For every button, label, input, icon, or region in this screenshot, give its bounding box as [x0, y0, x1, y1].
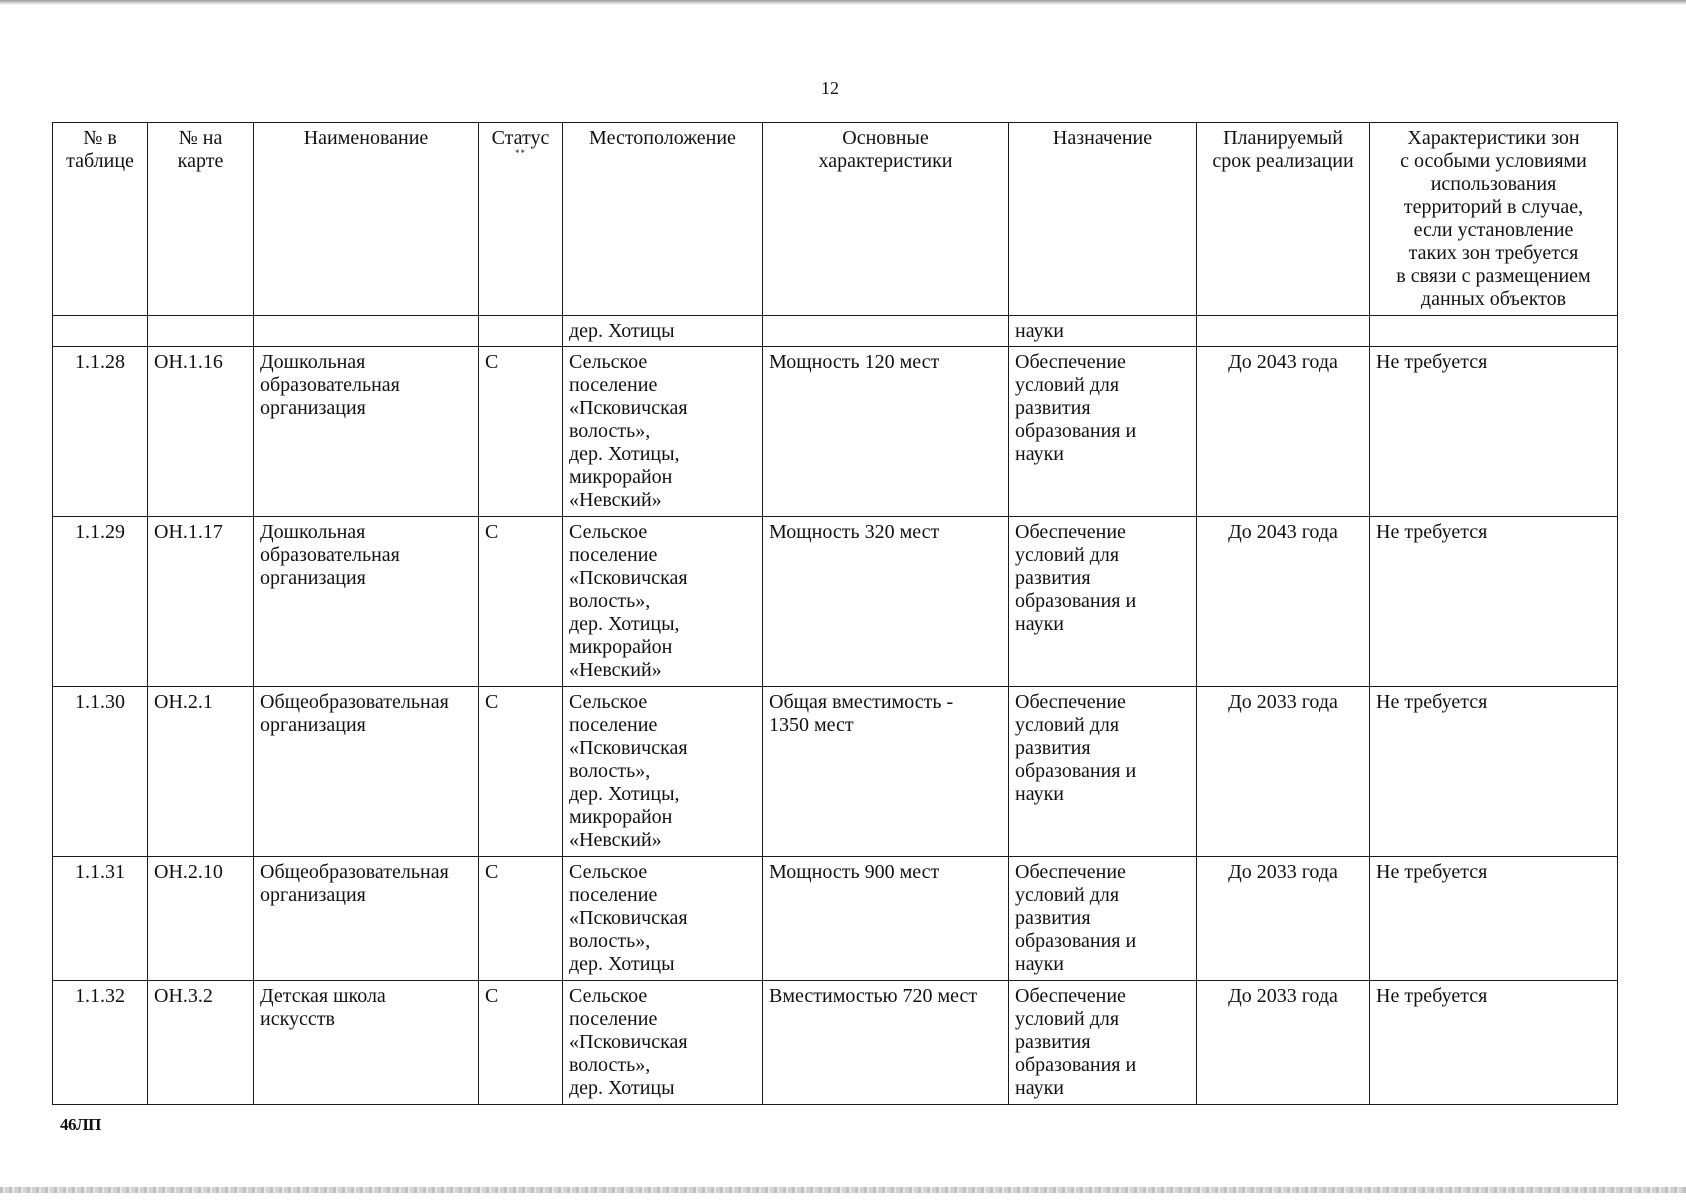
- cell-purpose: Обеспечение условий для развития образования и науки: [1009, 517, 1197, 687]
- cell-characteristics: Вместимостью 720 мест: [763, 981, 1009, 1105]
- cell-purpose: Обеспечение условий для развития образования и науки: [1009, 857, 1197, 981]
- cell-status: С: [479, 517, 563, 687]
- cell-deadline: До 2033 года: [1197, 687, 1370, 857]
- cell-location: Сельское поселение «Псковичская волость», дер. Хотицы, микрорайон «Невский»: [563, 687, 763, 857]
- cell-table-number: 1.1.28: [53, 347, 148, 517]
- table-row: [53, 517, 1618, 687]
- cell-characteristics: Мощность 120 мест: [763, 347, 1009, 517]
- cell-purpose: Обеспечение условий для развития образования и науки: [1009, 347, 1197, 517]
- cell-special-zones: Не требуется: [1370, 981, 1618, 1105]
- cell-purpose: Обеспечение условий для развития образования и науки: [1009, 687, 1197, 857]
- cell-location: Сельское поселение «Псковичская волость», дер. Хотицы: [563, 981, 763, 1105]
- cell-deadline: До 2033 года: [1197, 981, 1370, 1105]
- header-map-number: № на карте: [148, 123, 254, 316]
- header-name: Наименование: [254, 123, 479, 316]
- table-cell: [53, 316, 148, 347]
- cell-table-number: 1.1.30: [53, 687, 148, 857]
- cell-name: Дошкольная образовательная организация: [254, 347, 479, 517]
- cell-location: Сельское поселение «Псковичская волость», дер. Хотицы, микрорайон «Невский»: [563, 347, 763, 517]
- cell-name: Детская школа искусств: [254, 981, 479, 1105]
- table-row: [53, 857, 1618, 981]
- table-cell: [763, 316, 1009, 347]
- cell-name: Общеобразовательная организация: [254, 687, 479, 857]
- cell-deadline: До 2043 года: [1197, 347, 1370, 517]
- document-code: 46ЛП: [60, 1115, 101, 1134]
- header-purpose: Назначение: [1009, 123, 1197, 316]
- header-deadline: Планируемый срок реализации: [1197, 123, 1370, 316]
- table-row: [53, 687, 1618, 857]
- cell-status: С: [479, 687, 563, 857]
- table-cell: [254, 316, 479, 347]
- table-row: [53, 981, 1618, 1105]
- cell-map-number: ОН.3.2: [148, 981, 254, 1105]
- cell-status: С: [479, 857, 563, 981]
- cell-map-number: ОН.2.10: [148, 857, 254, 981]
- cell-deadline: До 2033 года: [1197, 857, 1370, 981]
- table-cell: [148, 316, 254, 347]
- continuation-purpose: науки: [1009, 316, 1197, 347]
- cell-special-zones: Не требуется: [1370, 517, 1618, 687]
- header-status-label: Статус: [491, 127, 550, 149]
- cell-characteristics: Мощность 900 мест: [763, 857, 1009, 981]
- header-table-number: № в таблице: [53, 123, 148, 316]
- cell-location: Сельское поселение «Псковичская волость», дер. Хотицы: [563, 857, 763, 981]
- cell-deadline: До 2043 года: [1197, 517, 1370, 687]
- cell-table-number: 1.1.32: [53, 981, 148, 1105]
- status-footnote-mark: **: [515, 148, 526, 158]
- cell-characteristics: Общая вместимость - 1350 мест: [763, 687, 1009, 857]
- scan-edge-top: [0, 0, 1686, 5]
- cell-map-number: ОН.2.1: [148, 687, 254, 857]
- table-cell: [1197, 316, 1370, 347]
- header-status: [479, 123, 563, 316]
- scan-edge-bottom: [0, 1187, 1686, 1193]
- cell-map-number: ОН.1.16: [148, 347, 254, 517]
- cell-characteristics: Мощность 320 мест: [763, 517, 1009, 687]
- cell-map-number: ОН.1.17: [148, 517, 254, 687]
- cell-name: Дошкольная образовательная организация: [254, 517, 479, 687]
- page-number: 12: [821, 78, 839, 98]
- cell-purpose: Обеспечение условий для развития образования и науки: [1009, 981, 1197, 1105]
- header-special-zones: Характеристики зон с особыми условиями использования территорий в случае, если установление таких зон требуется в связи с размещением данных объектов: [1370, 123, 1618, 316]
- cell-special-zones: Не требуется: [1370, 347, 1618, 517]
- cell-status: С: [479, 981, 563, 1105]
- continuation-location: дер. Хотицы: [563, 316, 763, 347]
- header-location: Местоположение: [563, 123, 763, 316]
- cell-table-number: 1.1.29: [53, 517, 148, 687]
- table-row: [53, 347, 1618, 517]
- cell-location: Сельское поселение «Псковичская волость», дер. Хотицы, микрорайон «Невский»: [563, 517, 763, 687]
- planned-objects-table: [52, 122, 1618, 1105]
- table-cell: [1370, 316, 1618, 347]
- header-characteristics: Основные характеристики: [763, 123, 1009, 316]
- cell-name: Общеобразовательная организация: [254, 857, 479, 981]
- continuation-row: [53, 316, 1618, 347]
- table-cell: [479, 316, 563, 347]
- cell-special-zones: Не требуется: [1370, 687, 1618, 857]
- cell-status: С: [479, 347, 563, 517]
- cell-table-number: 1.1.31: [53, 857, 148, 981]
- table-header-row: [53, 123, 1618, 316]
- cell-special-zones: Не требуется: [1370, 857, 1618, 981]
